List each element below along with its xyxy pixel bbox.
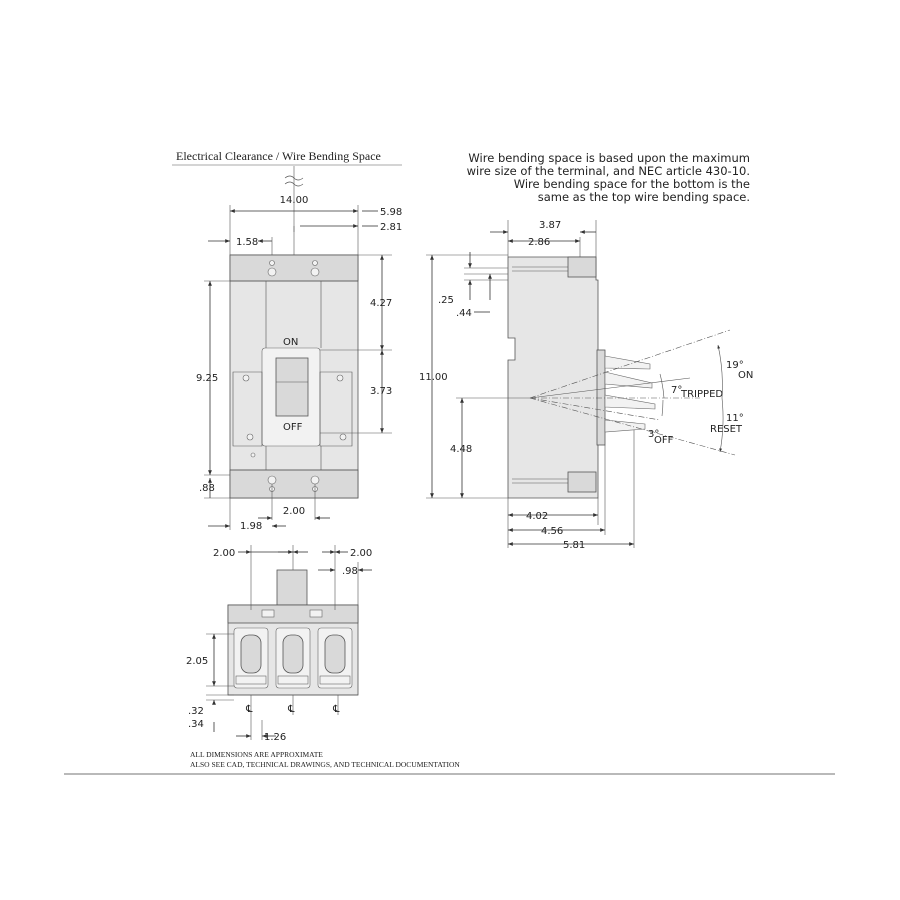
angle-tripped-value: 7° (671, 385, 683, 396)
dim-pole-spacing: 1.26 (264, 732, 287, 743)
dim-width: 14.00 (279, 195, 309, 206)
note-line-1: Wire bending space is based upon the maximum (468, 151, 750, 165)
dim-height: 9.25 (196, 373, 219, 384)
front-view (230, 255, 358, 498)
dim-left-terminal: 1.98 (240, 521, 263, 532)
footer-line-2: ALSO SEE CAD, TECHNICAL DRAWINGS, AND TECHNICAL DOCUMENTATION (190, 760, 460, 769)
dim-top-section: 4.27 (370, 298, 393, 309)
angle-reset-label: RESET (710, 424, 743, 435)
centerline-3-icon: ℄ (333, 704, 340, 715)
dim-side-small-b: .44 (456, 308, 472, 319)
angle-tripped-label: TRIPPED (681, 389, 724, 400)
note-line-2: wire size of the terminal, and NEC article 430-10. (466, 164, 750, 178)
pole-3-terminal (318, 628, 352, 688)
centerline-2-icon: ℄ (288, 704, 295, 715)
drawing-title: Electrical Clearance / Wire Bending Space (176, 149, 381, 163)
dim-right-b: 2.81 (380, 222, 403, 233)
dim-depth-c: 5.81 (563, 540, 586, 551)
pole-2-terminal (276, 628, 310, 688)
dim-bottom-offset: .88 (199, 483, 215, 494)
angle-off-value: 3° (648, 429, 660, 440)
note-line-4: same as the top wire bending space. (537, 190, 750, 204)
dim-bottom-right-spacing: 2.00 (350, 548, 373, 559)
dim-bottom-left-spacing: 2.00 (213, 548, 236, 559)
dim-side-top-a: 3.87 (539, 220, 562, 231)
dim-terminal-height: 2.05 (186, 656, 209, 667)
footer-line-1: ALL DIMENSIONS ARE APPROXIMATE (190, 750, 323, 759)
angle-on-label: ON (738, 370, 754, 381)
dim-depth-b: 4.56 (541, 526, 564, 537)
dim-side-small-a: .25 (438, 295, 454, 306)
bottom-view (228, 570, 358, 695)
centerline-1-icon: ℄ (246, 704, 253, 715)
angle-on-value: 19° (726, 360, 744, 371)
pole-1-terminal (234, 628, 268, 688)
off-label: OFF (283, 422, 303, 433)
dim-side-lower: 4.48 (450, 444, 473, 455)
dim-handle-section: 3.73 (370, 386, 393, 397)
note-line-3: Wire bending space for the bottom is the (513, 177, 750, 191)
dim-side-top-b: 2.86 (528, 237, 551, 248)
angle-off-label: OFF (654, 435, 674, 446)
angle-reset-value: 11° (726, 413, 744, 424)
on-label: ON (283, 337, 299, 348)
dim-left-offset: 1.58 (236, 237, 259, 248)
dim-bottom-right-offset: .98 (342, 566, 358, 577)
dim-bottom-small-a: .32 (188, 706, 204, 717)
dim-depth-a: 4.02 (526, 511, 549, 522)
dim-side-height: 11.00 (419, 372, 448, 383)
dim-terminal-spacing: 2.00 (282, 506, 306, 517)
dim-right-a: 5.98 (380, 207, 403, 218)
side-view (508, 257, 655, 498)
dim-bottom-small-b: .34 (188, 719, 204, 730)
